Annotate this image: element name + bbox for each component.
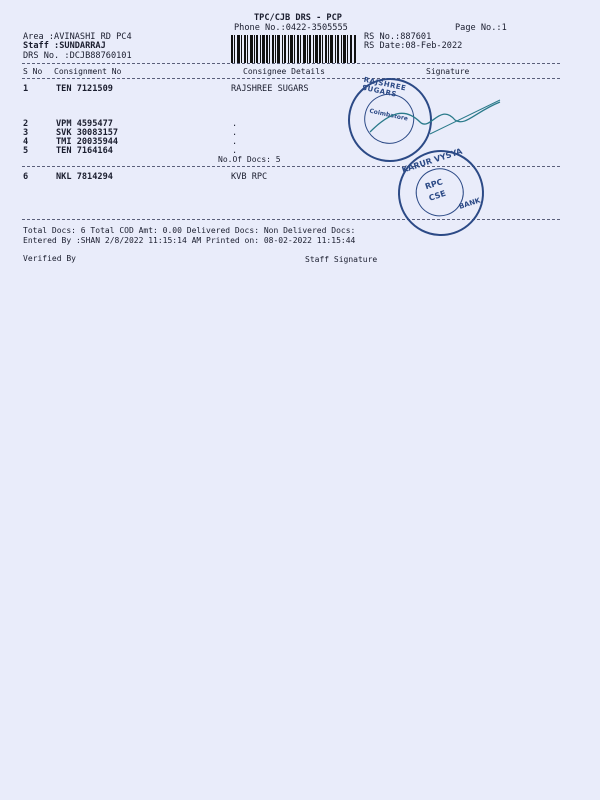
row-6-sno: 6 <box>23 172 29 182</box>
page-number: Page No.:1 <box>455 23 507 33</box>
row-5-sno: 5 <box>23 146 29 156</box>
drs-number: DRS No. :DCJB88760101 <box>23 51 132 61</box>
row-1-consignee: RAJSHREE SUGARS <box>231 84 309 94</box>
row-4-sno: 4 <box>23 137 29 147</box>
row-4-consignee: . <box>232 137 238 147</box>
stamp2-bottom-text: BANK <box>457 196 482 211</box>
row-5-consignee: . <box>232 146 238 156</box>
rs-number: RS No.:887601 <box>364 32 432 42</box>
staff-label: Staff :SUNDARRAJ <box>23 41 106 51</box>
divider-group <box>22 166 560 167</box>
summary-totals: Total Docs: 6 Total COD Amt: 0.00 Delivered Docs: Non Delivered Docs: <box>23 226 356 235</box>
signature-mark <box>360 92 510 152</box>
row-2-consignee: . <box>232 119 238 129</box>
verified-by-label: Verified By <box>23 254 76 263</box>
no-of-docs: No.Of Docs: 5 <box>218 155 281 164</box>
row-3-sno: 3 <box>23 128 29 138</box>
row-3-consignee: . <box>232 128 238 138</box>
column-header-consignment: Consignment No <box>54 67 122 76</box>
row-1-consignment: TEN 7121509 <box>56 84 113 94</box>
row-3-consignment: SVK 30083157 <box>56 128 119 138</box>
stamp2-top-text: KARUR VYSYA <box>400 146 464 175</box>
stamp2-center-text-2: CSE <box>427 188 447 203</box>
rs-date: RS Date:08-Feb-2022 <box>364 41 463 51</box>
row-4-consignment: TMI 20035944 <box>56 137 119 147</box>
phone-number: Phone No.:0422-3505555 <box>234 23 348 33</box>
area-label: Area :AVINASHI RD PC4 <box>23 32 132 42</box>
stamp1-top-text: RAJSHREE SUGARS <box>361 75 407 99</box>
report-title: TPC/CJB DRS - PCP <box>254 13 342 23</box>
column-header-consignee: Consignee Details <box>243 67 325 76</box>
stamp1-center-text: Coimbatore <box>368 107 409 123</box>
column-header-signature: Signature <box>426 67 470 76</box>
row-6-consignment: NKL 7814294 <box>56 172 113 182</box>
row-1-sno: 1 <box>23 84 29 94</box>
stamp2-center-text-1: RPC <box>424 177 444 192</box>
barcode <box>231 35 356 63</box>
row-2-consignment: VPM 4595477 <box>56 119 113 129</box>
row-6-consignee: KVB RPC <box>231 172 268 182</box>
divider-header <box>22 78 560 79</box>
row-5-consignment: TEN 7164164 <box>56 146 113 156</box>
column-header-sno: S No <box>23 67 43 76</box>
divider-top <box>22 63 560 64</box>
staff-signature-label: Staff Signature <box>305 255 378 264</box>
row-2-sno: 2 <box>23 119 29 129</box>
summary-entered: Entered By :SHAN 2/8/2022 11:15:14 AM Printed on: 08-02-2022 11:15:44 <box>23 236 356 245</box>
